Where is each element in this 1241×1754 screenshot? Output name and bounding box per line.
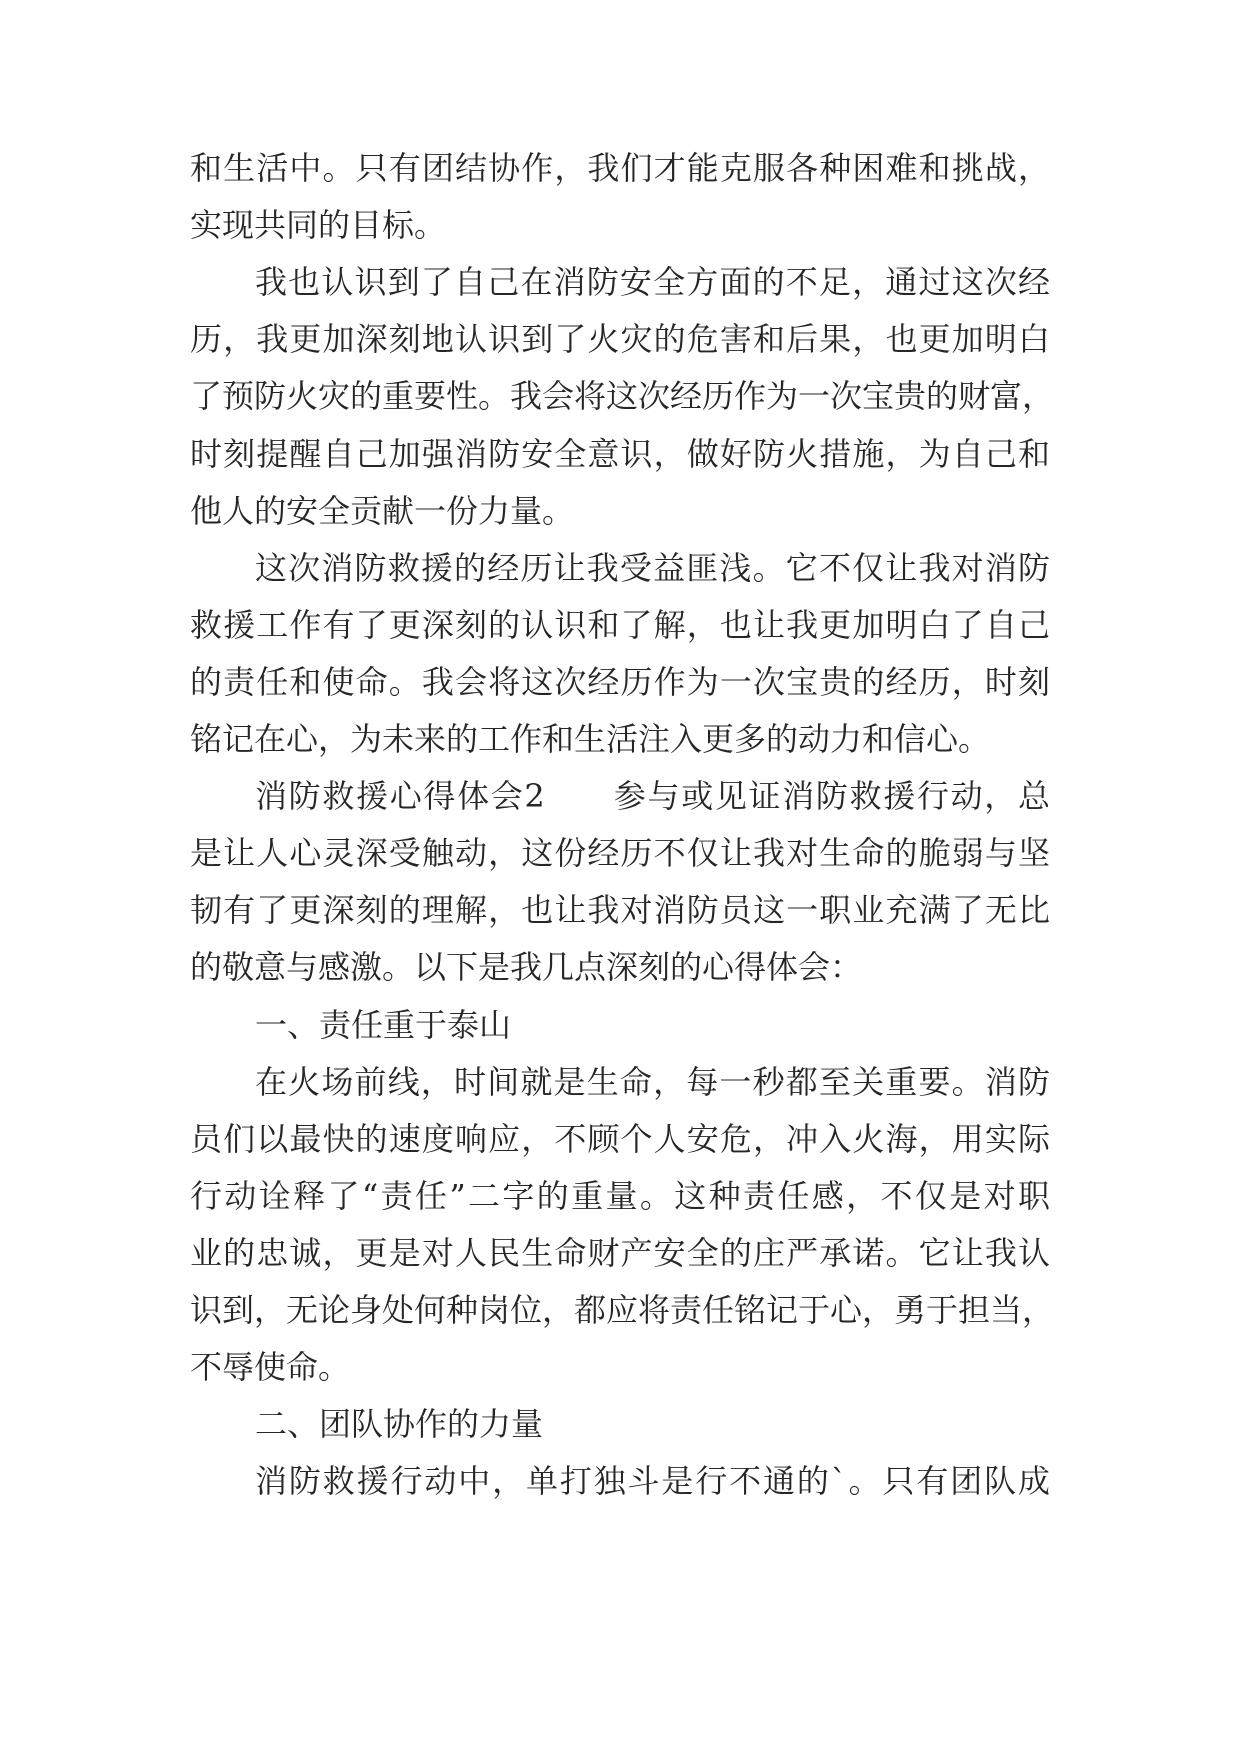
- text-line: 业的忠诚，更是对人民生命财产安全的庄严承诺。它让我认: [190, 1234, 1050, 1272]
- text-line: 韧有了更深刻的理解，也让我对消防员这一职业充满了无比: [190, 891, 1050, 929]
- text-line: 了预防火灾的重要性。我会将这次经历作为一次宝贵的财富，: [190, 377, 1055, 415]
- text-line: 二、团队协作的力量: [255, 1405, 544, 1443]
- text-line: 和生活中。只有团结协作，我们才能克服各种困难和挑战，: [190, 149, 1050, 187]
- text-line: 是让人心灵深受触动，这份经历不仅让我对生命的脆弱与坚: [190, 834, 1050, 872]
- text-line: 行动诠释了“责任”二字的重量。这种责任感，不仅是对职: [190, 1177, 1050, 1215]
- text-line: 识到，无论身处何种岗位，都应将责任铭记于心，勇于担当，: [190, 1291, 1055, 1329]
- text-line: 消防救援心得体会2 参与或见证消防救援行动，总: [255, 777, 1050, 815]
- text-line: 我也认识到了自己在消防安全方面的不足，通过这次经: [255, 263, 1050, 301]
- text-line: 的责任和使命。我会将这次经历作为一次宝贵的经历，时刻: [190, 663, 1050, 701]
- text-line: 的敬意与感激。以下是我几点深刻的心得体会：: [190, 948, 863, 986]
- text-line: 实现共同的目标。: [190, 206, 447, 244]
- text-line: 救援工作有了更深刻的认识和了解，也让我更加明白了自己: [190, 606, 1050, 644]
- text-line: 在火场前线，时间就是生命，每一秒都至关重要。消防: [255, 1063, 1050, 1101]
- text-line: 铭记在心，为未来的工作和生活注入更多的动力和信心。: [190, 720, 991, 758]
- text-line: 不辱使命。: [190, 1348, 351, 1386]
- text-line: 时刻提醒自己加强消防安全意识，做好防火措施，为自己和: [190, 435, 1050, 473]
- text-line: 一、责任重于泰山: [255, 1006, 512, 1044]
- text-line: 历，我更加深刻地认识到了火灾的危害和后果，也更加明白: [190, 320, 1050, 358]
- text-line: 这次消防救援的经历让我受益匪浅。它不仅让我对消防: [255, 549, 1050, 587]
- text-line: 消防救援行动中，单打独斗是行不通的`。只有团队成: [255, 1462, 1050, 1500]
- text-line: 员们以最快的速度响应，不顾个人安危，冲入火海，用实际: [190, 1120, 1050, 1158]
- text-line: 他人的安全贡献一份力量。: [190, 492, 575, 530]
